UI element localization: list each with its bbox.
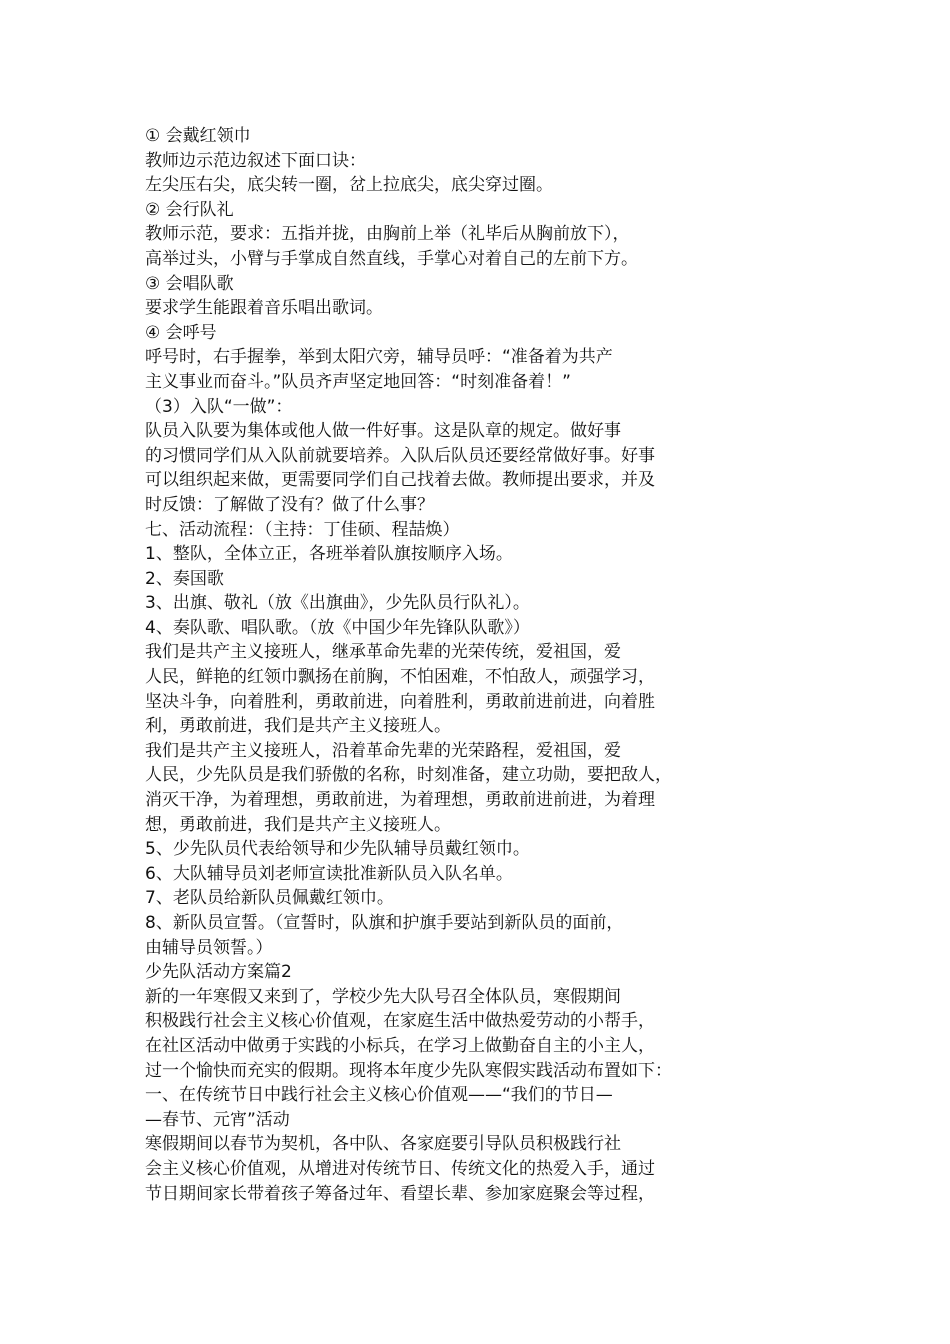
- text-line: 2、奏国歌: [145, 568, 224, 589]
- text-line: 呼号时，右手握拳，举到太阳穴旁，辅导员呼：“准备着为共产: [145, 347, 613, 368]
- text-line: 高举过头，小臂与手掌成自然直线，手掌心对着自己的左前下方。: [145, 248, 638, 269]
- text-line: 想，勇敢前进，我们是共产主义接班人。: [145, 814, 451, 835]
- text-line: 3、出旗、敬礼（放《出旗曲》，少先队员行队礼）。: [145, 593, 530, 614]
- text-line: 过一个愉快而充实的假期。现将本年度少先队寒假实践活动布置如下：: [145, 1060, 672, 1081]
- text-line: 时反馈：了解做了没有？做了什么事？: [145, 494, 434, 515]
- text-line: 的习惯同学们从入队前就要培养。入队后队员还要经常做好事。好事: [145, 445, 655, 466]
- text-line: 5、少先队员代表给领导和少先队辅导员戴红领巾。: [145, 839, 530, 860]
- text-line: 消灭干净，为着理想，勇敢前进，为着理想，勇敢前进前进，为着理: [145, 790, 655, 811]
- text-line: 8、新队员宣誓。（宣誓时，队旗和护旗手要站到新队员的面前，: [145, 913, 624, 933]
- text-line: ③ 会唱队歌: [145, 273, 234, 294]
- text-line: 我们是共产主义接班人，继承革命先辈的光荣传统，爱祖国，爱: [145, 642, 621, 663]
- text-line: —春节、元宵”活动: [145, 1109, 290, 1130]
- text-line: 我们是共产主义接班人，沿着革命先辈的光荣路程，爱祖国，爱: [145, 740, 621, 761]
- text-line: 左尖压右尖，底尖转一圈，岔上拉底尖，底尖穿过圈。: [145, 175, 553, 196]
- text-line: 7、老队员给新队员佩戴红领巾。: [145, 888, 394, 909]
- text-line: 人民，少先队员是我们骄傲的名称，时刻准备，建立功勋，要把敌人，: [145, 765, 672, 786]
- text-line: 坚决斗争，向着胜利，勇敢前进，向着胜利，勇敢前进前进，向着胜: [145, 691, 655, 712]
- text-line: 节日期间家长带着孩子筹备过年、看望长辈、参加家庭聚会等过程，: [145, 1183, 655, 1204]
- text-line: 6、大队辅导员刘老师宣读批准新队员入队名单。: [145, 863, 513, 884]
- text-line: 主义事业而奋斗。”队员齐声坚定地回答：“时刻准备着！”: [145, 371, 571, 392]
- document-body: [145, 124, 745, 1206]
- text-line: 要求学生能跟着音乐唱出歌词。: [145, 298, 383, 319]
- text-line: ④ 会呼号: [145, 322, 217, 343]
- text-line: 4、奏队歌、唱队歌。（放《中国少年先锋队队歌》）: [145, 617, 530, 638]
- text-line: 教师示范，要求：五指并拢，由胸前上举（礼毕后从胸前放下），: [145, 224, 630, 245]
- text-line: 人民，鲜艳的红领巾飘扬在前胸，不怕困难，不怕敌人，顽强学习，: [145, 667, 655, 688]
- text-line: ① 会戴红领巾: [145, 126, 251, 146]
- text-line: ② 会行队礼: [145, 199, 234, 220]
- text-line: 1、整队，全体立正，各班举着队旗按顺序入场。: [145, 544, 513, 565]
- text-line: 可以组织起来做，更需要同学们自己找着去做。教师提出要求，并及: [145, 470, 655, 491]
- text-line: 寒假期间以春节为契机，各中队、各家庭要引导队员积极践行社: [145, 1134, 621, 1155]
- text-line: 教师边示范边叙述下面口诀：: [145, 150, 366, 171]
- text-line: 利，勇敢前进，我们是共产主义接班人。: [145, 716, 451, 737]
- text-line: 在社区活动中做勇于实践的小标兵，在学习上做勤奋自主的小主人，: [145, 1035, 655, 1056]
- text-line: 会主义核心价值观，从增进对传统节日、传统文化的热爱入手，通过: [145, 1158, 655, 1179]
- section-heading: 一、在传统节日中践行社会主义核心价值观——“我们的节日—: [145, 1085, 613, 1106]
- section-heading: 少先队活动方案篇2: [145, 962, 292, 983]
- text-line: 队员入队要为集体或他人做一件好事。这是队章的规定。做好事: [145, 421, 621, 442]
- text-line: 新的一年寒假又来到了，学校少先大队号召全体队员，寒假期间: [145, 986, 621, 1007]
- text-line: 由辅导员领誓。）: [145, 937, 273, 958]
- text-line: （3）入队“一做”：: [145, 396, 293, 417]
- text-line: 积极践行社会主义核心价值观，在家庭生活中做热爱劳动的小帮手，: [145, 1011, 655, 1032]
- section-heading: 七、活动流程：（主持：丁佳硕、程喆焕）: [145, 519, 460, 540]
